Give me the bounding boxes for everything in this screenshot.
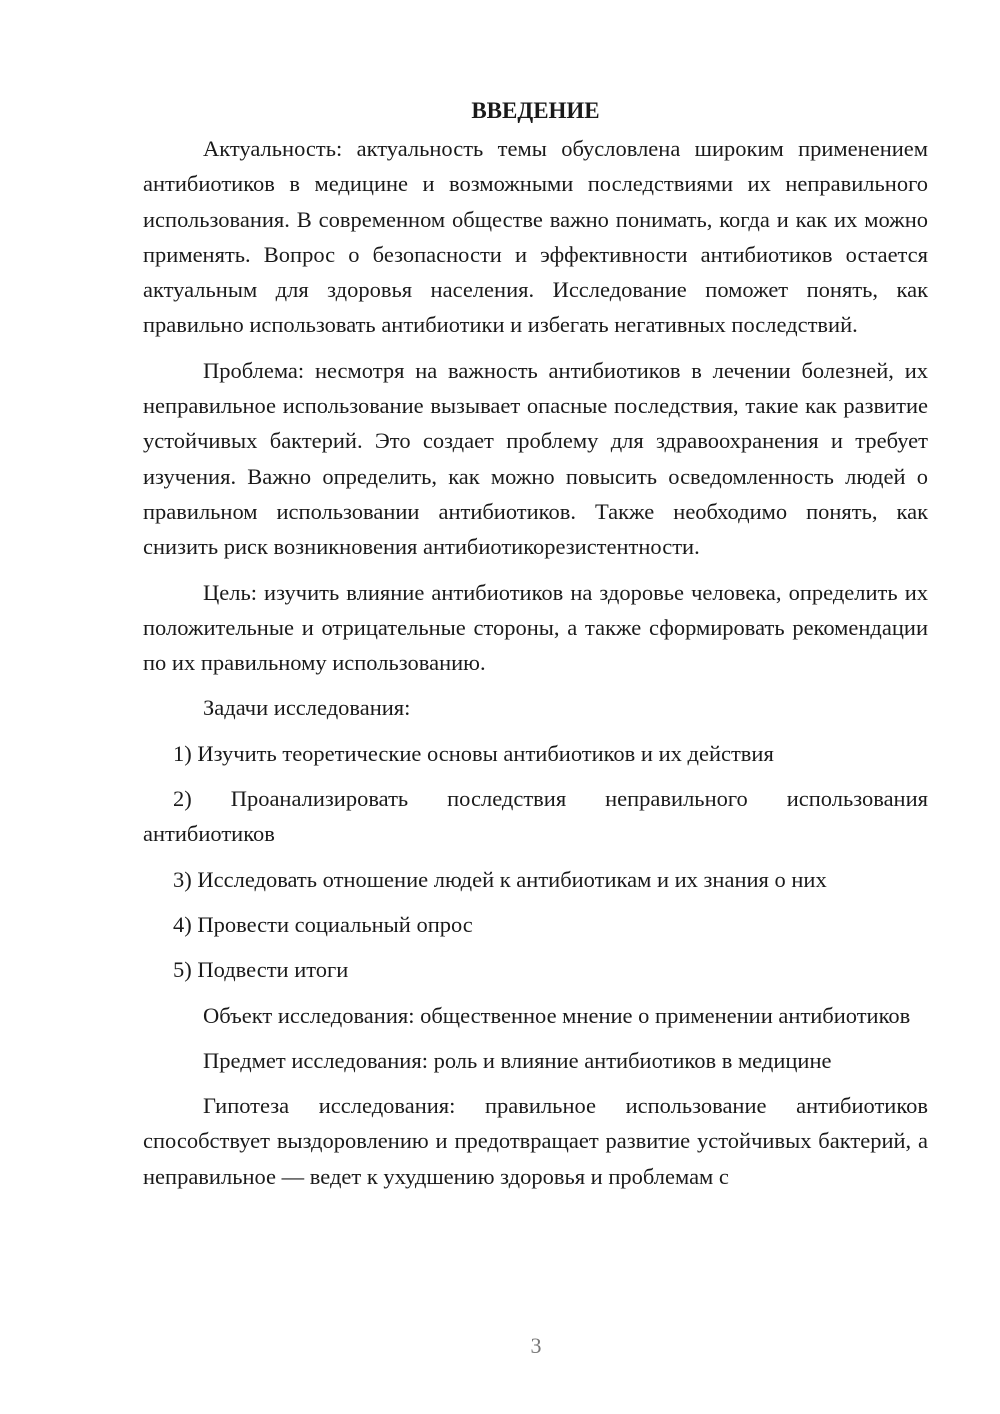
list-item: 3) Исследовать отношение людей к антибиотикам и их знания о них xyxy=(173,866,827,892)
list-item: 5) Подвести итоги xyxy=(173,957,349,983)
paragraph-goal: Цель: изучить влияние антибиотиков на здоровье человека, определить их положительные и отрицательные стороны, а также сформировать рекомендации по их правильному использованию. xyxy=(143,579,928,676)
paragraph-object: Объект исследования: общественное мнение о применении антибиотиков xyxy=(203,1002,911,1028)
document-page xyxy=(143,93,928,1204)
paragraph-problem: Проблема: несмотря на важность антибиотиков в лечении болезней, их неправильное использование вызывает опасные последствия, такие как развитие устойчивых бактерий. Это создает проблему для здравоохранения и требует изучения. Важно определить, как можно повысить осведомленность людей о правильном использовании антибиотиков. Также необходимо понять, как снизить риск возникновения антибиотикорезистентности. xyxy=(143,357,928,560)
tasks-list xyxy=(143,736,928,988)
paragraph-relevance: Актуальность: актуальность темы обусловлена широким применением антибиотиков в медицине и возможными последствиями их неправильного использования. В современном обществе важно понимать, когда и как их можно применять. Вопрос о безопасности и эффективности антибиотиков остается актуальным для здоровья населения. Исследование поможет понять, как правильно использовать антибиотики и избегать негативных последствий. xyxy=(143,136,928,338)
list-item: 2) Проанализировать последствия неправильного использования антибиотиков xyxy=(143,786,928,847)
page-number: 3 xyxy=(530,1333,542,1358)
paragraph-tasks-title: Задачи исследования: xyxy=(203,695,411,721)
list-item: 1) Изучить теоретические основы антибиотиков и их действия xyxy=(173,740,774,766)
list-item: 4) Провести социальный опрос xyxy=(173,911,473,937)
paragraph-subject: Предмет исследования: роль и влияние антибиотиков в медицине xyxy=(203,1047,832,1073)
section-heading: ВВЕДЕНИЕ xyxy=(471,98,600,123)
paragraph-hypothesis: Гипотеза исследования: правильное использование антибиотиков способствует выздоровлению и предотвращает развитие устойчивых бактерий, а неправильное — ведет к ухудшению здоровья и проблемам с xyxy=(143,1093,928,1189)
